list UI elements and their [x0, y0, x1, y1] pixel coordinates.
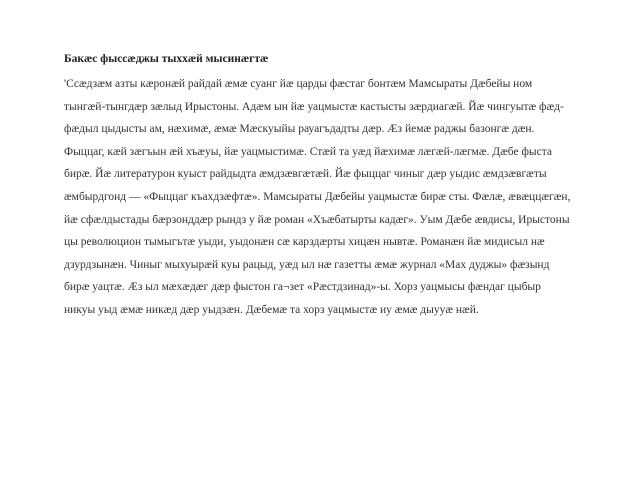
- document-body: [64, 73, 620, 322]
- document-title: Бакæс фыссæджы тыххæй мысинæгтæ: [64, 53, 269, 65]
- body-line: Фыццаг, кæй зæгъын æй хъæуы, йæ уацмыстимæ. Стæй та уæд йæхимæ лæгæй-лæгмæ. Дæбе фыста: [64, 145, 552, 158]
- body-line: никуы уыд æмæ никæд дæр уыдзæн. Дæбемæ та хорз уацмыстæ иу æмæ дыууæ нæй.: [64, 303, 479, 316]
- body-line: цы революцион тымыгътæ уыди, уыдонæн сæ карздæрты хицæн нывтæ. Романæн йæ мидисыл нæ: [64, 236, 545, 249]
- body-line: фæдыл цыдысты ам, нæхимæ, æмæ Мæскуыйы рауагъдадты дæр. Æз йемæ раджы базонгæ дæн.: [64, 123, 535, 136]
- body-line: тынгæй-тынгдæр зæлыд Ирыстоны. Адæм ын йæ уацмыстæ кастысты зæрдиагæй. Йæ чингуытæ фæд-: [64, 100, 564, 113]
- body-line: бирæ. Йæ литературон куыст райдыдта æмдзæвгæтæй. Йæ фыццаг чиныг дæр уыдис æмдзæвгæты: [64, 168, 547, 181]
- body-line: йæ сфæлдыстады бæрзонддæр рындз у йæ роман «Хъæбатырты кадæг». Уым Дæбе æвдисы, Ирыстоны: [64, 213, 570, 226]
- body-line: 'Ссæдзæм азты кæронæй райдай æмæ суанг йæ царды фæстаг бонтæм Мамсыраты Дæбейы ном: [64, 78, 533, 90]
- body-line: дзурдзынæн. Чиныг мыхуырæй куы рацыд, уæд ыл нæ газетты æмæ журнал «Мах дуджы» фæзынд: [64, 258, 550, 271]
- body-line: æмбырдгонд — «Фыццаг къахдзæфтæ». Мамсыраты Дæбейы уацмыстæ бирæ сты. Фæлæ, æвæццæгæн,: [64, 190, 571, 203]
- body-line: бирæ уацтæ. Æз ыл мæхæдæг дæр фыстон га¬зет «Рæстдзинад»-ы. Хорз уацмысы фæндаг цыбыр: [64, 281, 541, 294]
- document-page: [64, 52, 620, 322]
